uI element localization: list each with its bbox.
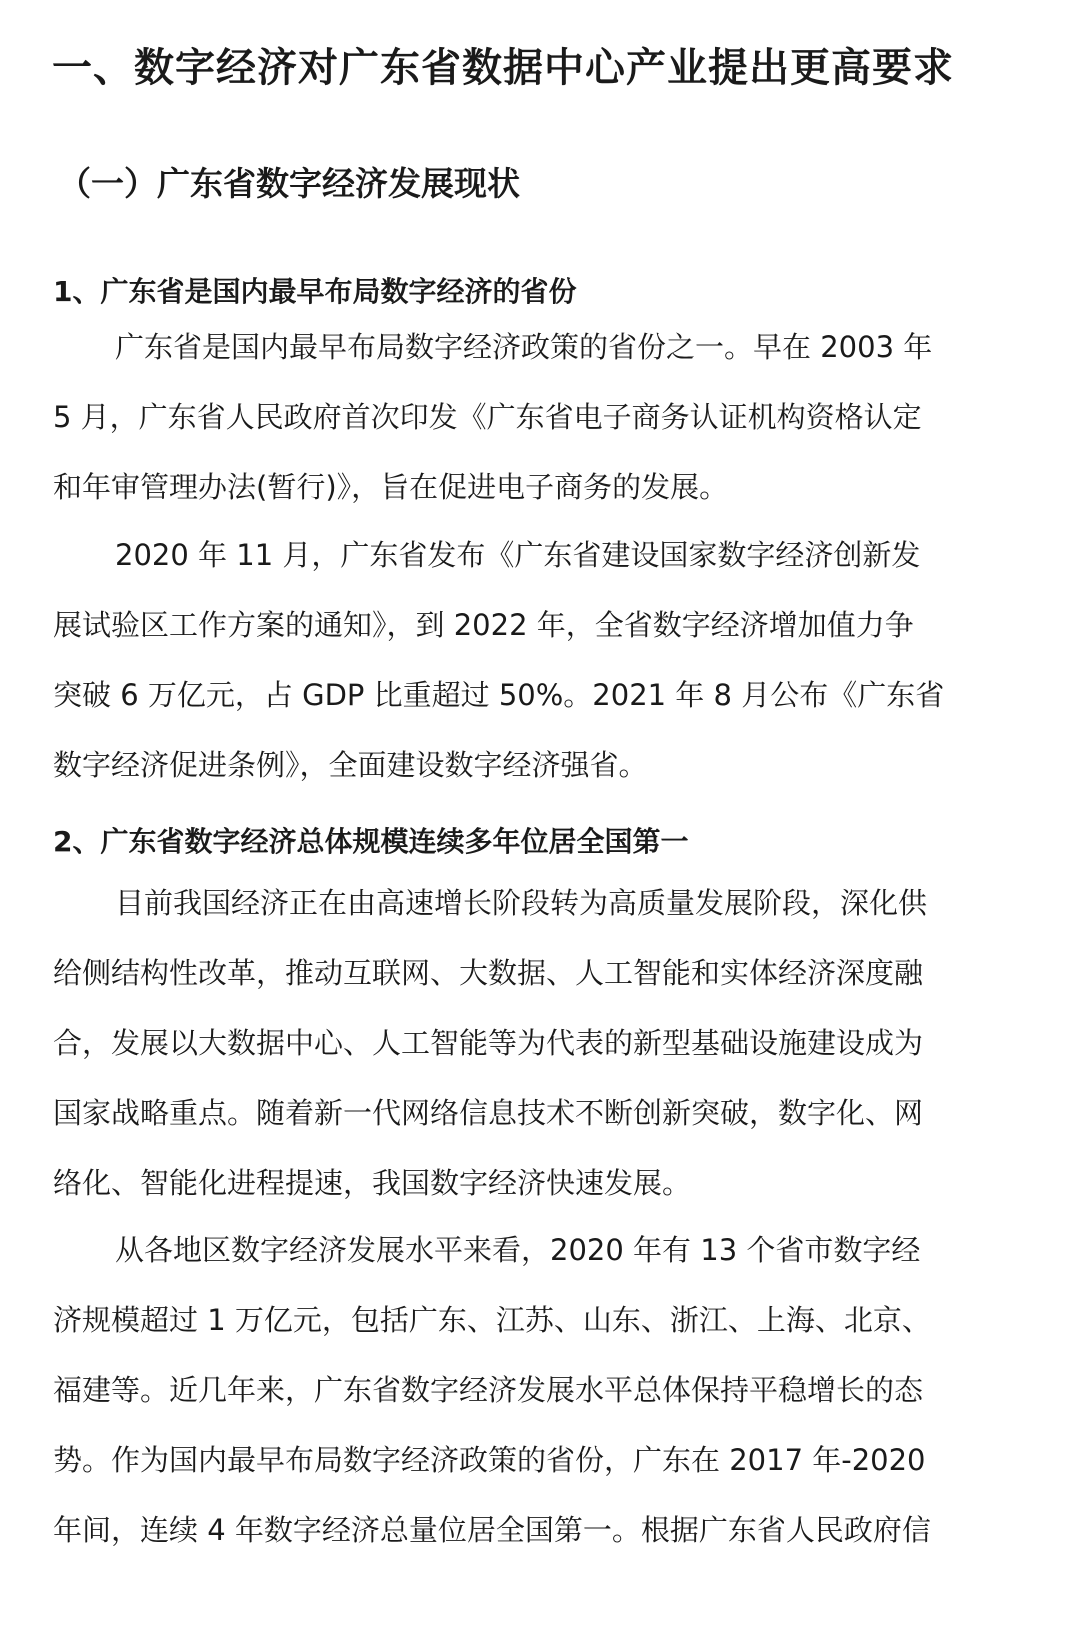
paragraph-line: 势。作为国内最早布局数字经济政策的省份，广东在 2017 年-2020: [53, 1443, 926, 1477]
paragraph-line: 给侧结构性改革，推动互联网、大数据、人工智能和实体经济深度融: [53, 956, 924, 990]
paragraph-line: 合，发展以大数据中心、人工智能等为代表的新型基础设施建设成为: [53, 1026, 924, 1060]
paragraph-2: [53, 520, 944, 800]
subsection-title-2: 2、广东省数字经济总体规模连续多年位居全国第一: [53, 825, 689, 858]
paragraph-3: [53, 868, 927, 1218]
paragraph-line: 济规模超过 1 万亿元，包括广东、江苏、山东、浙江、上海、北京、: [53, 1303, 931, 1337]
section-heading: （一）广东省数字经济发展现状: [58, 164, 520, 203]
paragraph-line: 2020 年 11 月，广东省发布《广东省建设国家数字经济创新发: [115, 538, 921, 572]
paragraph-line: 目前我国经济正在由高速增长阶段转为高质量发展阶段，深化供: [115, 886, 928, 920]
paragraph-line: 数字经济促进条例》，全面建设数字经济强省。: [53, 748, 648, 782]
paragraph-line: 福建等。近几年来，广东省数字经济发展水平总体保持平稳增长的态: [53, 1373, 924, 1407]
paragraph-line: 国家战略重点。随着新一代网络信息技术不断创新突破，数字化、网: [53, 1096, 924, 1130]
paragraph-line: 从各地区数字经济发展水平来看，2020 年有 13 个省市数字经: [115, 1233, 921, 1267]
paragraph-line: 5 月，广东省人民政府首次印发《广东省电子商务认证机构资格认定: [53, 400, 922, 434]
paragraph-line: 和年审管理办法(暂行)》，旨在促进电子商务的发展。: [53, 470, 729, 504]
paragraph-line: 广东省是国内最早布局数字经济政策的省份之一。早在 2003 年: [115, 330, 933, 364]
paragraph-line: 展试验区工作方案的通知》，到 2022 年，全省数字经济增加值力争: [53, 608, 914, 642]
paragraph-line: 年间，连续 4 年数字经济总量位居全国第一。根据广东省人民政府信: [53, 1513, 931, 1547]
paragraph-1: [53, 312, 932, 522]
paragraph-line: 突破 6 万亿元，占 GDP 比重超过 50%。2021 年 8 月公布《广东省: [53, 678, 945, 712]
paragraph-4: [53, 1215, 931, 1565]
subsection-title-1: 1、广东省是国内最早布局数字经济的省份: [53, 275, 577, 308]
chapter-heading: 一、数字经济对广东省数据中心产业提出更高要求: [52, 45, 954, 91]
paragraph-line: 络化、智能化进程提速，我国数字经济快速发展。: [53, 1166, 692, 1200]
